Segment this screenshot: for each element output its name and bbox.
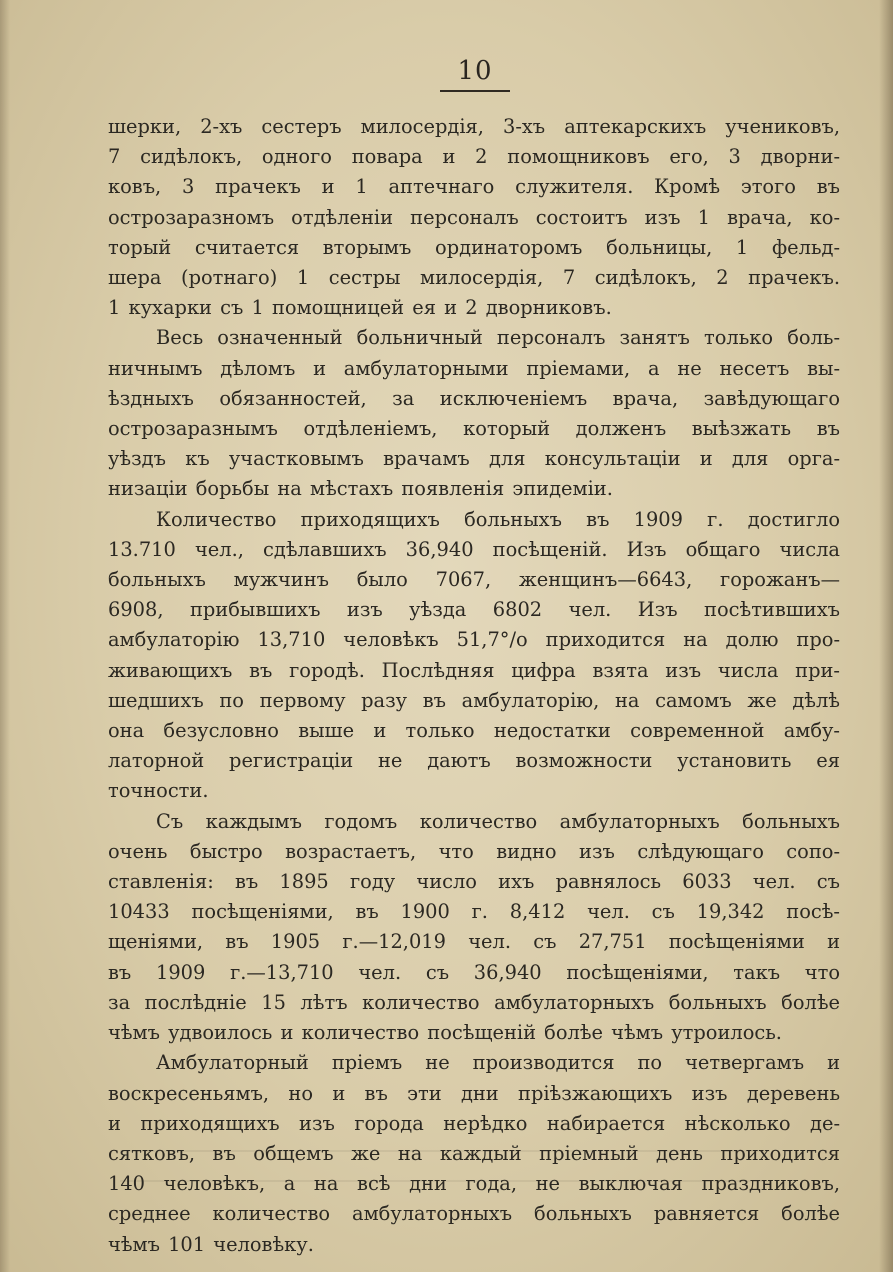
text-line: 140 человѣкъ, а на всѣ дни года, не выключая праздниковъ,: [108, 1172, 840, 1196]
text-line: сятковъ, въ общемъ же на каждый пріемный день приходится: [108, 1141, 840, 1165]
text-line: за послѣдніе 15 лѣтъ количество амбулаторныхъ больныхъ болѣе: [108, 990, 840, 1014]
text-line: ставленія: въ 1895 году число ихъ равнялось 6033 чел. съ: [108, 870, 840, 894]
text-line: ничнымъ дѣломъ и амбулаторными пріемами, а не несетъ вы-: [108, 356, 840, 380]
text-line: точности.: [108, 779, 209, 803]
text-line: торый считается вторымъ ординаторомъ больницы, 1 фельд-: [108, 235, 840, 259]
text-line: въ 1909 г.—13,710 чел. съ 36,940 посѣщеніями, такъ что: [108, 960, 840, 984]
text-line: чѣмъ 101 человѣку.: [108, 1232, 314, 1256]
page-right-shadow: [879, 0, 893, 1272]
body-text: [108, 112, 840, 1260]
text-line: 13.710 чел., сдѣлавшихъ 36,940 посѣщеній. Изъ общаго числа: [108, 537, 840, 561]
text-line: шерки, 2-хъ сестеръ милосердія, 3-хъ аптекарскихъ учениковъ,: [108, 115, 840, 138]
text-line: амбулаторію 13,710 человѣкъ 51,7°/о приходится на долю про-: [108, 628, 840, 652]
text-line: 6908, прибывшихъ изъ уѣзда 6802 чел. Изъ посѣтившихъ: [108, 598, 840, 622]
text-line: 10433 посѣщеніями, въ 1900 г. 8,412 чел. съ 19,342 посѣ-: [108, 900, 840, 924]
show-through-bleed: [120, 1150, 770, 1210]
page-left-shadow: [0, 0, 10, 1272]
text-line: шера (ротнаго) 1 сестры милосердія, 7 сидѣлокъ, 2 прачекъ.: [108, 266, 840, 290]
text-line: низаціи борьбы на мѣстахъ появленія эпидеміи.: [108, 477, 613, 501]
text-line: уѣздъ къ участковымъ врачамъ для консультаціи и для орга-: [108, 447, 840, 471]
text-line: Съ каждымъ годомъ количество амбулаторныхъ больныхъ: [156, 809, 840, 833]
paragraph-1: [108, 112, 840, 323]
text-line: Амбулаторный пріемъ не производится по четвергамъ и: [156, 1051, 840, 1075]
text-line: 7 сидѣлокъ, одного повара и 2 помощниковъ его, 3 дворни-: [108, 145, 840, 169]
text-line: латорной регистраціи не даютъ возможности установить ея: [108, 749, 840, 773]
text-line: больныхъ мужчинъ было 7067, женщинъ—6643, горожанъ—: [108, 568, 840, 592]
paragraph-3: [108, 505, 840, 807]
page-number-rule: [440, 90, 510, 92]
text-line: шедшихъ по первому разу въ амбулаторію, на самомъ же дѣлѣ: [108, 688, 840, 712]
text-line: ковъ, 3 прачекъ и 1 аптечнаго служителя. Кромѣ этого въ: [108, 175, 840, 199]
page-number: 10: [457, 56, 493, 86]
text-line: живающихъ въ городѣ. Послѣдняя цифра взята изъ числа при-: [108, 658, 840, 682]
text-line: Весь означенный больничный персоналъ занятъ только боль-: [156, 326, 840, 350]
paragraph-4: [108, 807, 840, 1049]
text-line: острозаразномъ отдѣленіи персоналъ состоитъ изъ 1 врача, ко-: [108, 205, 840, 229]
text-line: среднее количество амбулаторныхъ больныхъ равняется болѣе: [108, 1202, 840, 1226]
text-line: Количество приходящихъ больныхъ въ 1909 г. достигло: [156, 507, 840, 531]
text-line: ѣздныхъ обязанностей, за исключеніемъ врача, завѣдующаго: [108, 386, 840, 410]
text-line: чѣмъ удвоилось и количество посѣщеній болѣе чѣмъ утроилось.: [108, 1021, 782, 1045]
text-line: очень быстро возрастаетъ, что видно изъ слѣдующаго сопо-: [108, 839, 840, 863]
text-line: она безусловно выше и только недостатки современной амбу-: [108, 719, 840, 743]
text-line: острозаразнымъ отдѣленіемъ, который долженъ выѣзжать въ: [108, 417, 840, 441]
text-line: и приходящихъ изъ города нерѣдко набирается нѣсколько де-: [108, 1111, 840, 1135]
text-line: щеніями, въ 1905 г.—12,019 чел. съ 27,751 посѣщеніями и: [108, 930, 840, 954]
paragraph-2: [108, 323, 840, 504]
text-line: 1 кухарки съ 1 помощницей ея и 2 дворниковъ.: [108, 296, 612, 320]
text-line: воскресеньямъ, но и въ эти дни пріѣзжающихъ изъ деревень: [108, 1081, 840, 1105]
